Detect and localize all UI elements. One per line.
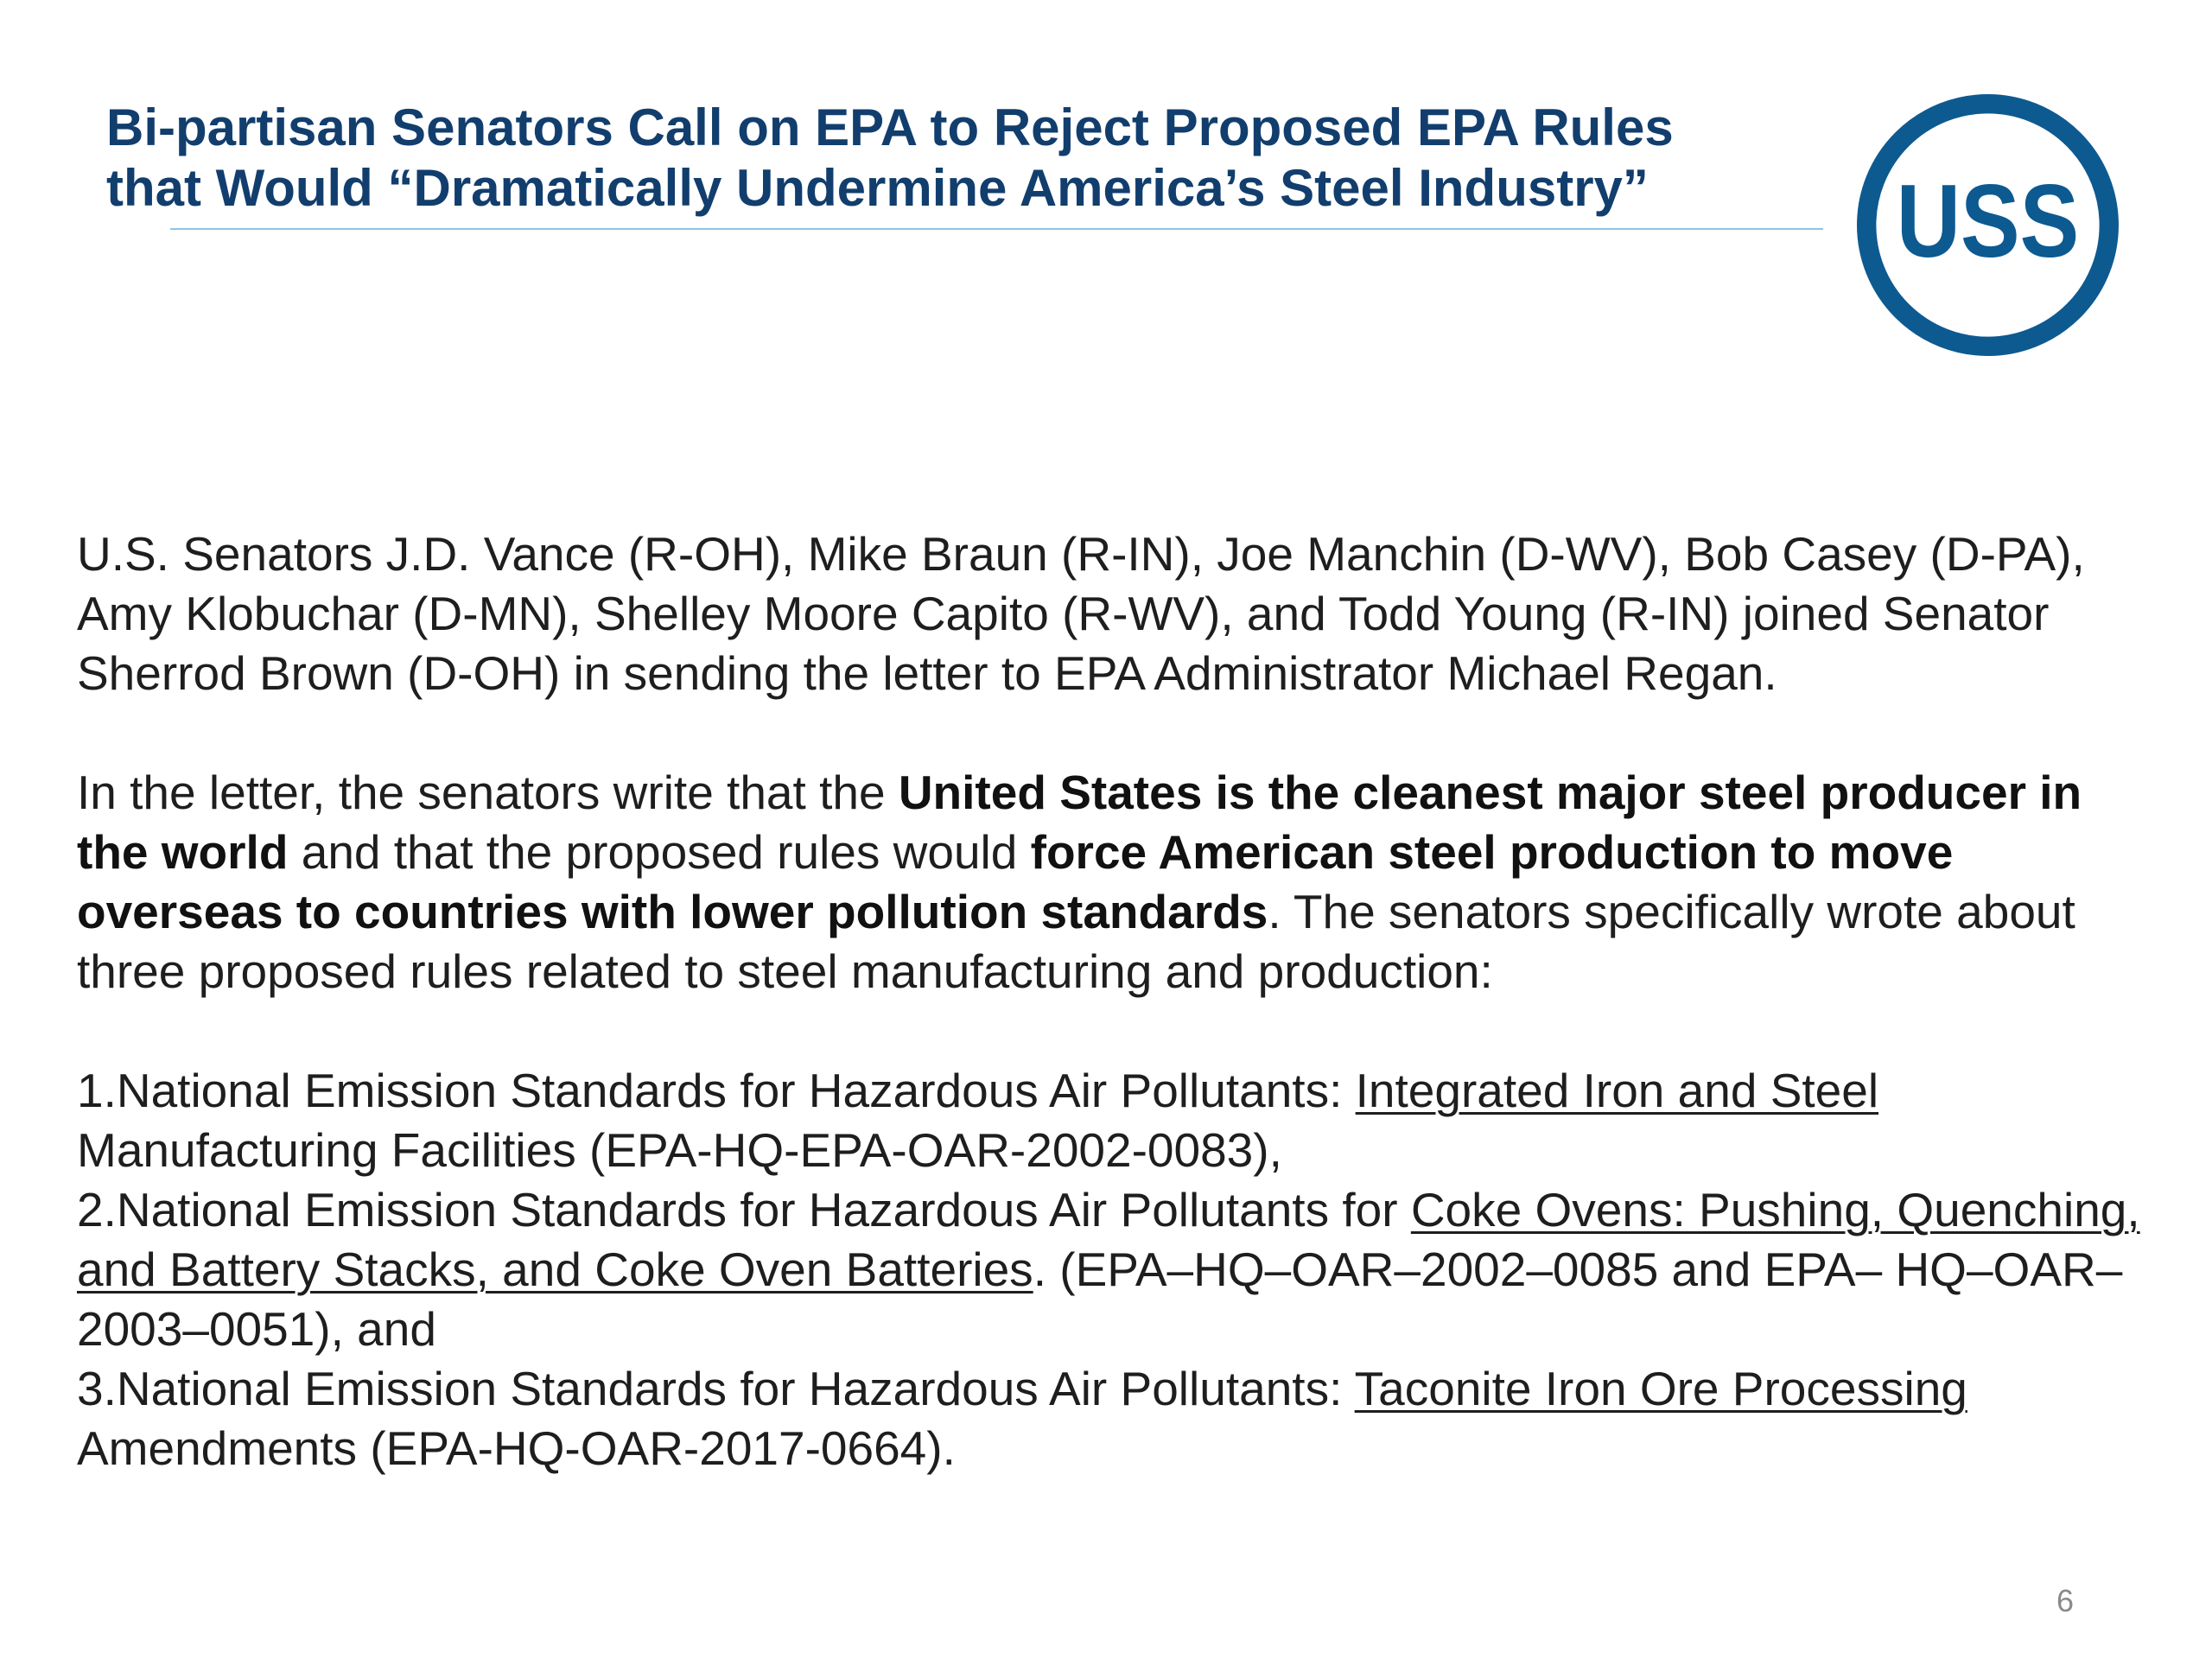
rule-item-2 [77, 1180, 2151, 1359]
letter-summary-bold-2: force American steel production to move overseas to countries with lower pollution standards [77, 825, 1954, 938]
slide-title-line-1: Bi-partisan Senators Call on EPA to Reject Proposed EPA Rules [106, 99, 1674, 156]
slide-title-line-2: that Would “Dramatically Undermine America’s Steel Industry” [106, 159, 1649, 217]
rule-item-1-link[interactable]: Integrated Iron and Steel [1355, 1064, 1879, 1117]
rule-item-1-suffix: Manufacturing Facilities (EPA-HQ-EPA-OAR-2002-0083), [77, 1123, 1282, 1177]
rule-item-1-prefix: 1.National Emission Standards for Hazardous Air Pollutants: [77, 1064, 1356, 1117]
rule-item-1 [77, 1061, 2151, 1180]
letter-summary-bold-1: United States is the cleanest major steel producer in the world [77, 766, 2082, 879]
letter-summary-text-2: and that the proposed rules would [288, 825, 1031, 879]
letter-summary-text-1: In the letter, the senators write that the [77, 766, 899, 819]
slide-title [106, 98, 1834, 219]
letter-summary-text-3: . The senators specifically wrote about three proposed rules related to steel manufacturing and production: [77, 885, 2075, 998]
slide-body [77, 524, 2151, 1478]
rule-item-2-link[interactable]: Coke Ovens: Pushing, Quenching, and Battery Stacks, and Coke Oven Batteries [77, 1183, 2140, 1296]
page-number: 6 [2056, 1583, 2074, 1618]
rule-item-2-prefix: 2.National Emission Standards for Hazardous Air Pollutants for [77, 1183, 1411, 1236]
senators-paragraph: U.S. Senators J.D. Vance (R-OH), Mike Braun (R-IN), Joe Manchin (D-WV), Bob Casey (D-PA), Amy Klobuchar (D-MN), Shelley Moore Capito (R-WV), and Todd Young (R-IN) joined Senator Sherrod Brown (D-OH) in sending the letter to EPA Administrator Michael Regan. [77, 527, 2085, 700]
title-underline-divider [170, 228, 1823, 230]
rule-item-3-prefix: 3.National Emission Standards for Hazardous Air Pollutants: [77, 1362, 1355, 1415]
uss-logo-icon [1856, 93, 2120, 357]
logo-text: USS [1896, 163, 2080, 280]
letter-summary-paragraph [77, 763, 2151, 1001]
rule-item-3-link[interactable]: Taconite Iron Ore Processing [1354, 1362, 1967, 1415]
rule-item-3-suffix: Amendments (EPA-HQ-OAR-2017-0664). [77, 1421, 956, 1475]
rule-item-2-suffix: . (EPA–HQ–OAR–2002–0085 and EPA– HQ–OAR–2003–0051), and [77, 1243, 2123, 1356]
rule-item-3 [77, 1359, 2151, 1478]
